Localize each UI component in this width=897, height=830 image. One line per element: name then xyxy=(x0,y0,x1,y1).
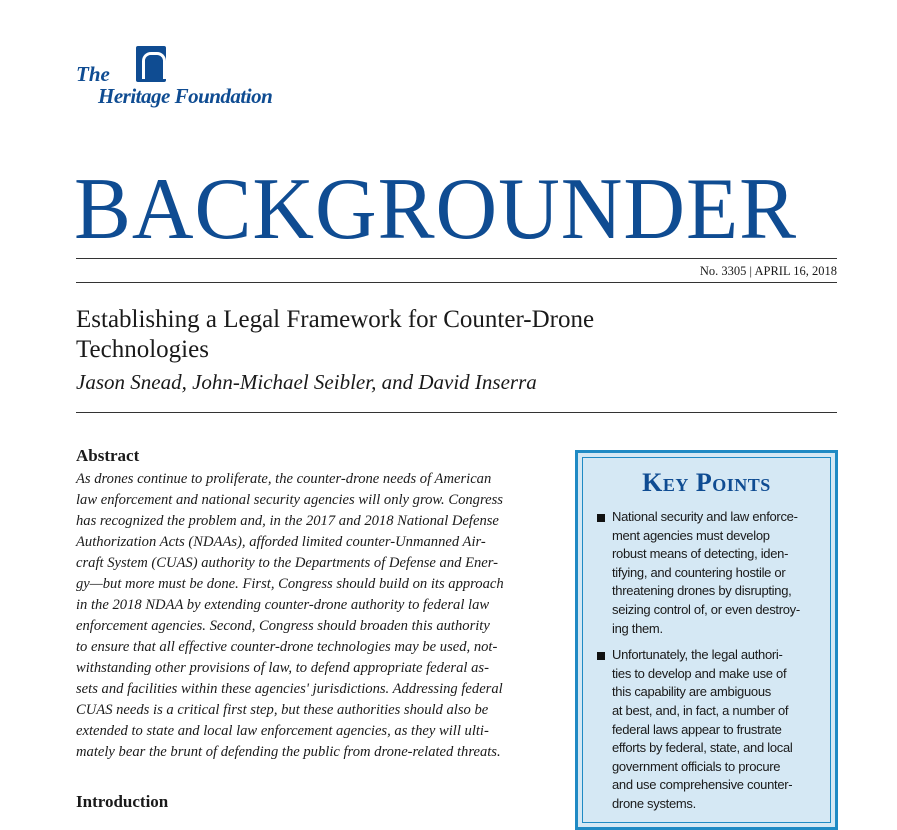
abstract-line: gy—but more must be done. First, Congress should build on its approach xyxy=(76,576,504,592)
abstract-line: law enforcement and national security agencies will only grow. Congress xyxy=(76,492,503,508)
key-point-line: robust means of detecting, iden- xyxy=(612,546,789,562)
introduction-heading: Introduction xyxy=(76,792,169,811)
divider xyxy=(76,258,837,259)
key-point xyxy=(595,508,818,638)
key-point-line: National security and law enforce- xyxy=(612,509,798,524)
heritage-foundation-logo xyxy=(76,42,316,112)
key-point xyxy=(595,646,818,813)
title-line: Technologies xyxy=(76,336,209,363)
key-point-line: at best, and, in fact, a number of xyxy=(612,702,789,718)
abstract-line: withstanding other provisions of law, to defend appropriate federal as- xyxy=(76,660,489,676)
divider xyxy=(76,282,837,283)
abstract-line: CUAS needs is a critical first step, but these authorities should also be xyxy=(76,702,489,718)
issue-number-date: No. 3305 | APRIL 16, 2018 xyxy=(699,264,837,278)
key-point-line: ing them. xyxy=(612,620,663,636)
key-points-list xyxy=(595,508,818,814)
abstract-line: mately bear the brunt of defending the public from drone-related threats. xyxy=(76,744,501,760)
liberty-bell-icon xyxy=(136,46,166,82)
abstract-body xyxy=(76,469,556,763)
key-point-line: tifying, and countering hostile or xyxy=(612,564,786,580)
key-point-line: this capability are ambiguous xyxy=(612,684,771,700)
key-point-line: seizing control of, or even destroy- xyxy=(612,601,800,617)
key-point-line: efforts by federal, state, and local xyxy=(612,740,793,756)
abstract-line: has recognized the problem and, in the 2017 and 2018 National Defense xyxy=(76,513,499,529)
key-point-line: Unfortunately, the legal authori- xyxy=(612,647,783,663)
abstract-line: Authorization Acts (NDAAs), afforded limited counter-Unmanned Air- xyxy=(76,534,486,550)
abstract-line: to ensure that all effective counter-drone technologies may be used, not- xyxy=(76,639,498,655)
title-line: Establishing a Legal Framework for Counter-Drone xyxy=(76,306,595,333)
key-point-line: federal laws appear to frustrate xyxy=(612,721,782,737)
abstract-line: craft System (CUAS) authority to the Departments of Defense and Ener- xyxy=(76,555,499,571)
key-point-line: drone systems. xyxy=(612,795,696,811)
key-points-box xyxy=(575,450,838,830)
abstract-line: in the 2018 NDAA by extending counter-drone authority to federal law xyxy=(76,597,490,613)
key-point-line: threatening drones by disrupting, xyxy=(612,583,792,599)
key-point-line: and use comprehensive counter- xyxy=(612,777,793,793)
abstract-line: As drones continue to proliferate, the counter-drone needs of American xyxy=(76,471,492,487)
abstract-heading: Abstract xyxy=(76,446,140,465)
key-point-line: government officials to procure xyxy=(612,758,781,774)
divider xyxy=(76,412,837,413)
abstract-line: sets and facilities within these agencies' jurisdictions. Addressing federal xyxy=(76,681,503,697)
masthead: BACKGROUNDER xyxy=(74,161,798,258)
logo-the: The xyxy=(76,62,110,86)
abstract-line: enforcement agencies. Second, Congress should broaden this authority xyxy=(76,618,490,634)
authors: Jason Snead, John-Michael Seibler, and David Inserra xyxy=(76,370,537,394)
abstract-line: extended to state and local law enforcement agencies, as they will ulti- xyxy=(76,723,489,739)
key-points-heading: Key Points xyxy=(642,468,771,497)
logo-name: Heritage Foundation xyxy=(98,84,273,108)
document-title xyxy=(76,305,776,365)
key-point-line: ment agencies must develop xyxy=(612,527,770,543)
key-point-line: ties to develop and make use of xyxy=(612,665,787,681)
